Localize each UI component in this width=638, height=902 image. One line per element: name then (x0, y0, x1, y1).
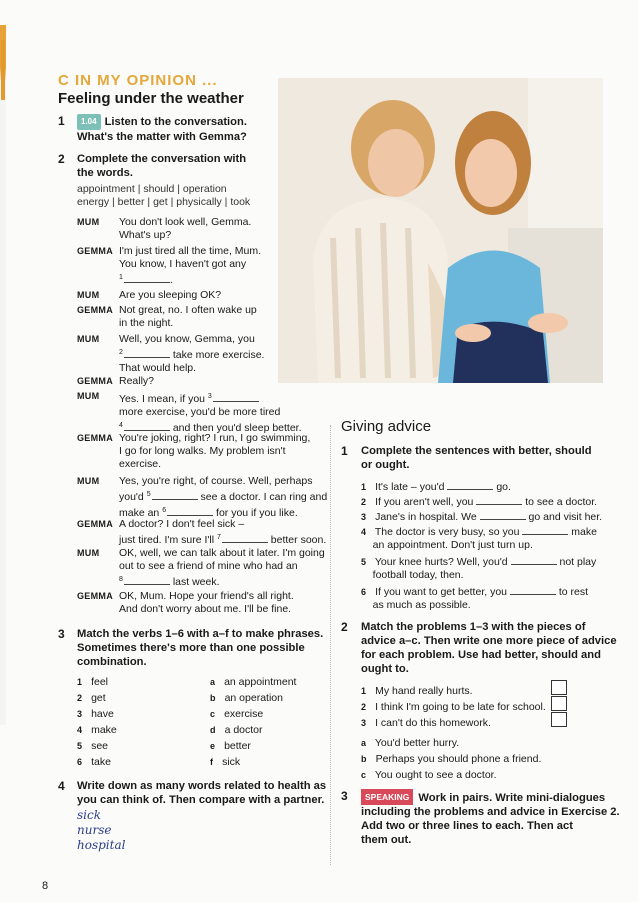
page-number: 8 (42, 880, 49, 892)
ex2-instruction: Complete the conversation with the words. (77, 153, 247, 179)
list-item: d a doctor (210, 724, 263, 736)
photo-mother-daughter (278, 78, 603, 383)
list-item: e better (210, 740, 251, 752)
verb-list (77, 674, 117, 770)
list-item: 5 Your knee hurts? Well, you'd not play football today, then. (361, 556, 597, 581)
list-item: f sick (210, 756, 241, 768)
ex1-number: 1 (58, 114, 65, 128)
page-edge (0, 25, 6, 725)
list-item: c You ought to see a doctor. (361, 769, 497, 781)
word-bank: appointment | should | operation energy | better | get | physically | took (77, 183, 251, 208)
ex4-instruction: Write down as many words related to health as you can think of. Then compare with a partner. (77, 780, 327, 806)
textbook-page: C IN MY OPINION ... Feeling under the weather 1 1.04 Listen to the conversation. What's the matter with Gemma? 2 Complete the conversation with the words. appointment | should | operation energy | better | get | physically | took MUM You don't look well, Gemma. What's up? GEMMA I'm just tired all the time, Mum. You know, I haven't got any $^1$ . MUM Are you sleeping OK? GEMMA Not great, no. I often wake up in the night. MUM Well, you know, Gemma, you $^2$ take more exercise. That would help. GEMMA Really? MUM Yes. I mean, if you $^3$ more exercise, you'd be more tired $^4$ and then you'd sleep better. GEMMA You're joking, right? I run, I go swimming, I go for long walks. My problem isn't exercise. MUM Yes, you're right, of course. Well, perhaps you'd $^5$ see a doctor. I can ring and make an $^6$ for you if you like. GEMMA A doctor? I don't feel sick – just tired. I'm sure I'll $^7$ better soon. MUM OK, well, we can talk about it later. I'm going out to see a friend of mine who had an $^8$ last week. GEMMA OK, Mum. Hope your friend's all right. And don't worry about me. I'll be fine. 3 Match the verbs 1–6 with a–f to make phrases. Sometimes there's more than one possible combination. 1 feel 2 get 3 have 4 make 5 see 6 take a an appointment b an operation c exercise d a doctor e better f sick 4 Write down as many words related to health as you can think of. Then compare with a partner. sick nurse hospital Giving advice 1 Complete the sentences with better, should or ought. 1 It's late – you'd go. 2 If you aren't well, you to see a doctor. 3 Jane's in hospital. We go and visit her. 4 The doctor is very busy, so you make an appointment. Don't just turn up. 5 Your knee hurts? Well, you'd not play football today, then. 6 If you want to get better, you to rest as much as possible. 2 Match the problems 1–3 with the pieces of advice a–c. Then write one more piece of advice for each problem. Use had better, should and ought to. 1 My hand really hurts. 2 I think I'm going to be late for school. 3 I can't do this homework. a You'd better hurry. b Perhaps you should phone a friend. c You ought to see a doctor. 3 SPEAKING Work in pairs. Write mini-dialogues including the problems and advice in Exercise 2. Add two or three lines to each. Then act them out. 8 (0, 0, 638, 902)
problems-list (361, 683, 546, 731)
advice-list (361, 735, 541, 783)
answer-blank[interactable] (510, 584, 556, 595)
section-label: C IN MY OPINION ... (58, 72, 218, 89)
list-item: 6 take (77, 756, 111, 768)
list-item: b Perhaps you should phone a friend. (361, 753, 542, 765)
list-item: 1 feel (77, 676, 109, 688)
answer-blank[interactable] (124, 420, 170, 431)
list-item: 6 If you want to get better, you to rest as much as possible. (361, 586, 589, 611)
answer-blank[interactable] (124, 574, 170, 585)
advice-ex2-instruction: Match the problems 1–3 with the pieces of advice a–c. Then write one more piece of advice for each problem. Use had better, should and ought to. (361, 621, 617, 675)
list-item: a You'd better hurry. (361, 737, 460, 749)
list-item: a an appointment (210, 676, 297, 688)
answer-blank[interactable] (124, 272, 170, 283)
list-item: 5 see (77, 740, 109, 752)
answer-blank[interactable] (222, 532, 268, 543)
advice-ex1-number: 1 (341, 444, 348, 458)
page-edge-tab (1, 40, 5, 100)
answer-box[interactable] (551, 696, 567, 711)
list-item: 4 make (77, 724, 117, 736)
photo-illustration (278, 78, 603, 383)
phrase-list (210, 674, 296, 770)
list-item: 3 I can't do this homework. (361, 717, 491, 729)
list-item: c exercise (210, 708, 264, 720)
answer-box[interactable] (551, 712, 567, 727)
lesson-title: Feeling under the weather (58, 90, 244, 107)
ex3-number: 3 (58, 627, 65, 641)
audio-track-icon[interactable]: 1.04 (77, 114, 101, 130)
ex2-number: 2 (58, 152, 65, 166)
list-item: 2 get (77, 692, 106, 704)
advice-ex3-number: 3 (341, 789, 348, 803)
ex3-instruction: Match the verbs 1–6 with a–f to make phrases. Sometimes there's more than one possible combination. (77, 628, 324, 668)
answer-blank[interactable] (511, 554, 557, 565)
list-item: 1 It's late – you'd go. (361, 481, 511, 493)
list-item: 2 If you aren't well, you to see a doctor. (361, 496, 598, 508)
answer-blank[interactable] (476, 494, 522, 505)
list-item: b an operation (210, 692, 283, 704)
answer-blank[interactable] (480, 509, 526, 520)
handwritten-answers: sick nurse hospital (77, 808, 126, 852)
list-item: 3 have (77, 708, 114, 720)
advice-ex2-number: 2 (341, 620, 348, 634)
advice-ex1-instruction: Complete the sentences with better, should or ought. (361, 445, 592, 471)
answer-blank[interactable] (522, 524, 568, 535)
ex1-instruction: 1.04 Listen to the conversation. What's the matter with Gemma? (77, 116, 247, 143)
column-divider (330, 425, 331, 865)
answer-blank[interactable] (167, 505, 213, 516)
giving-advice-heading: Giving advice (341, 418, 432, 435)
list-item: 4 The doctor is very busy, so you make an appointment. Don't just turn up. (361, 526, 597, 551)
answer-blank[interactable] (124, 347, 170, 358)
answer-blank[interactable] (213, 391, 259, 402)
speaking-badge: SPEAKING (361, 789, 413, 805)
list-item: 1 My hand really hurts. (361, 685, 473, 697)
answer-box[interactable] (551, 680, 567, 695)
answer-blank[interactable] (152, 489, 198, 500)
list-item: 3 Jane's in hospital. We go and visit her. (361, 511, 603, 523)
ex4-number: 4 (58, 779, 65, 793)
answer-blank[interactable] (447, 479, 493, 490)
list-item: 2 I think I'm going to be late for school. (361, 701, 546, 713)
advice-ex3-instruction: SPEAKING Work in pairs. Write mini-dialogues including the problems and advice in Exercise 2. Add two or three lines to each. Then act them out. (361, 789, 621, 847)
